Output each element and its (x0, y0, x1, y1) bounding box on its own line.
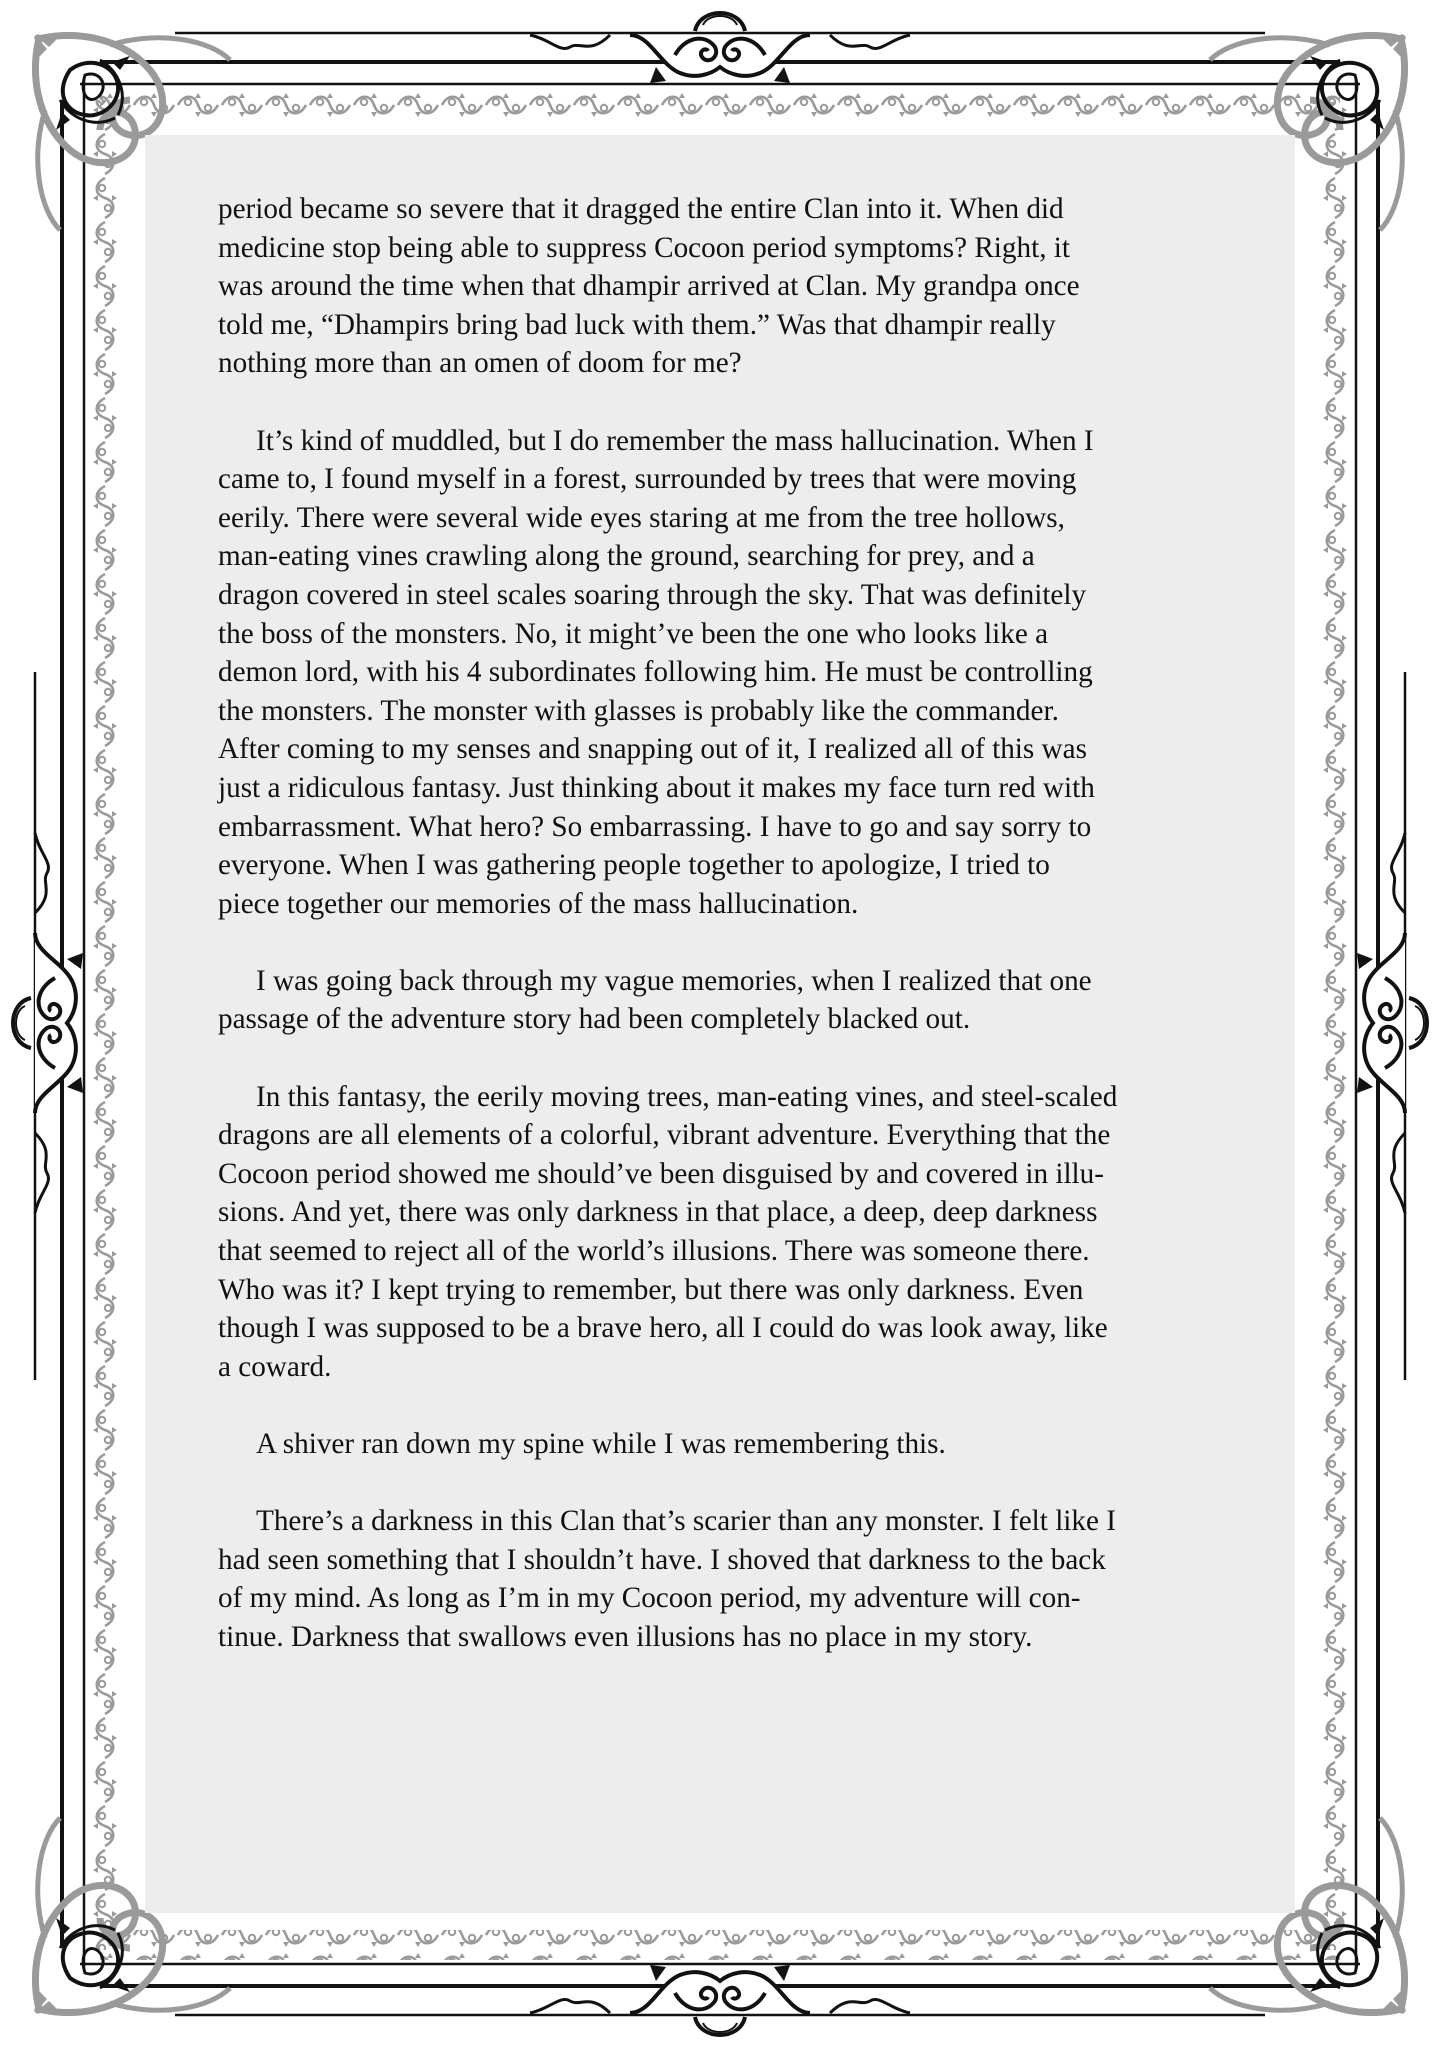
text-line: everyone. When I was gathering people together to apologize, I tried to (218, 849, 1050, 882)
text-line: dragon covered in steel scales soaring through the sky. That was definitely (218, 578, 1087, 611)
text-line: There’s a darkness in this Clan that’s scarier than any monster. I felt like I (256, 1505, 1116, 1538)
text-line: told me, “Dhampirs bring bad luck with them.” Was that dhampir really (218, 308, 1056, 341)
text-line: had seen something that I shouldn’t have. I shoved that darkness to the back (218, 1543, 1106, 1576)
edge-ornament-right (1357, 833, 1427, 1213)
edge-ornament-left (13, 833, 83, 1213)
text-line: eerily. There were several wide eyes staring at me from the tree hollows, (218, 501, 1065, 534)
border-band-right (1322, 100, 1352, 1950)
text-line: A shiver ran down my spine while I was remembering this. (256, 1428, 946, 1460)
text-line: man-eating vines crawling along the ground, searching for prey, and a (218, 540, 1035, 573)
border-band-top (100, 88, 1340, 118)
paragraph-1 (218, 190, 1228, 383)
text-line: piece together our memories of the mass hallucination. (218, 887, 859, 920)
text-line: embarrassment. What hero? So embarrassing. I have to go and say sorry to (218, 810, 1092, 843)
text-line: I was going back through my vague memories, when I realized that one (256, 964, 1092, 997)
text-line: the boss of the monsters. No, it might’ve been the one who looks like a (218, 617, 1049, 650)
edge-ornament-bottom (530, 1965, 910, 2035)
text-line: sions. And yet, there was only darkness in that place, a deep, deep darkness (218, 1196, 1098, 1229)
text-line: though I was supposed to be a brave hero, all I could do was look away, like (218, 1312, 1108, 1345)
border-band-bottom (100, 1930, 1340, 1960)
text-line: the monsters. The monster with glasses is probably like the commander. (218, 694, 1059, 727)
text-line: Who was it? I kept trying to remember, but there was only darkness. Even (218, 1273, 1084, 1306)
text-line: medicine stop being able to suppress Cocoon period symptoms? Right, it (218, 231, 1071, 264)
text-line: demon lord, with his 4 subordinates following him. He must be controlling (218, 656, 1093, 689)
border-band-left (88, 100, 118, 1950)
story-text (218, 190, 1228, 1695)
text-line: that seemed to reject all of the world’s illusions. There was someone there. (218, 1235, 1090, 1268)
text-line: passage of the adventure story had been completely blacked out. (218, 1003, 971, 1036)
text-line: It’s kind of muddled, but I do remember the mass hallucination. When I (256, 424, 1094, 457)
text-line: period became so severe that it dragged the entire Clan into it. When did (218, 193, 1064, 225)
text-line: was around the time when that dhampir arrived at Clan. My grandpa once (218, 270, 1080, 303)
paragraph-3 (218, 962, 1228, 1039)
paragraph-6 (218, 1502, 1228, 1656)
text-line: tinue. Darkness that swallows even illusions has no place in my story. (218, 1620, 1033, 1653)
text-line: Cocoon period showed me should’ve been disguised by and covered in illu- (218, 1157, 1104, 1190)
paragraph-4 (218, 1078, 1228, 1387)
text-line: just a ridiculous fantasy. Just thinking about it makes my face turn red with (218, 771, 1095, 804)
paragraph-5 (218, 1425, 1228, 1464)
text-line: In this fantasy, the eerily moving trees, man-eating vines, and steel-scaled (256, 1080, 1118, 1113)
text-line: of my mind. As long as I’m in my Cocoon period, my adventure will con- (218, 1582, 1081, 1615)
text-line: dragons are all elements of a colorful, vibrant adventure. Everything that the (218, 1119, 1111, 1152)
text-line: After coming to my senses and snapping out of it, I realized all of this was (218, 733, 1087, 766)
text-line: a coward. (218, 1350, 332, 1383)
text-line: nothing more than an omen of doom for me? (218, 347, 742, 380)
edge-ornament-top (530, 13, 910, 83)
text-line: came to, I found myself in a forest, surrounded by trees that were moving (218, 463, 1077, 496)
paragraph-2 (218, 422, 1228, 924)
